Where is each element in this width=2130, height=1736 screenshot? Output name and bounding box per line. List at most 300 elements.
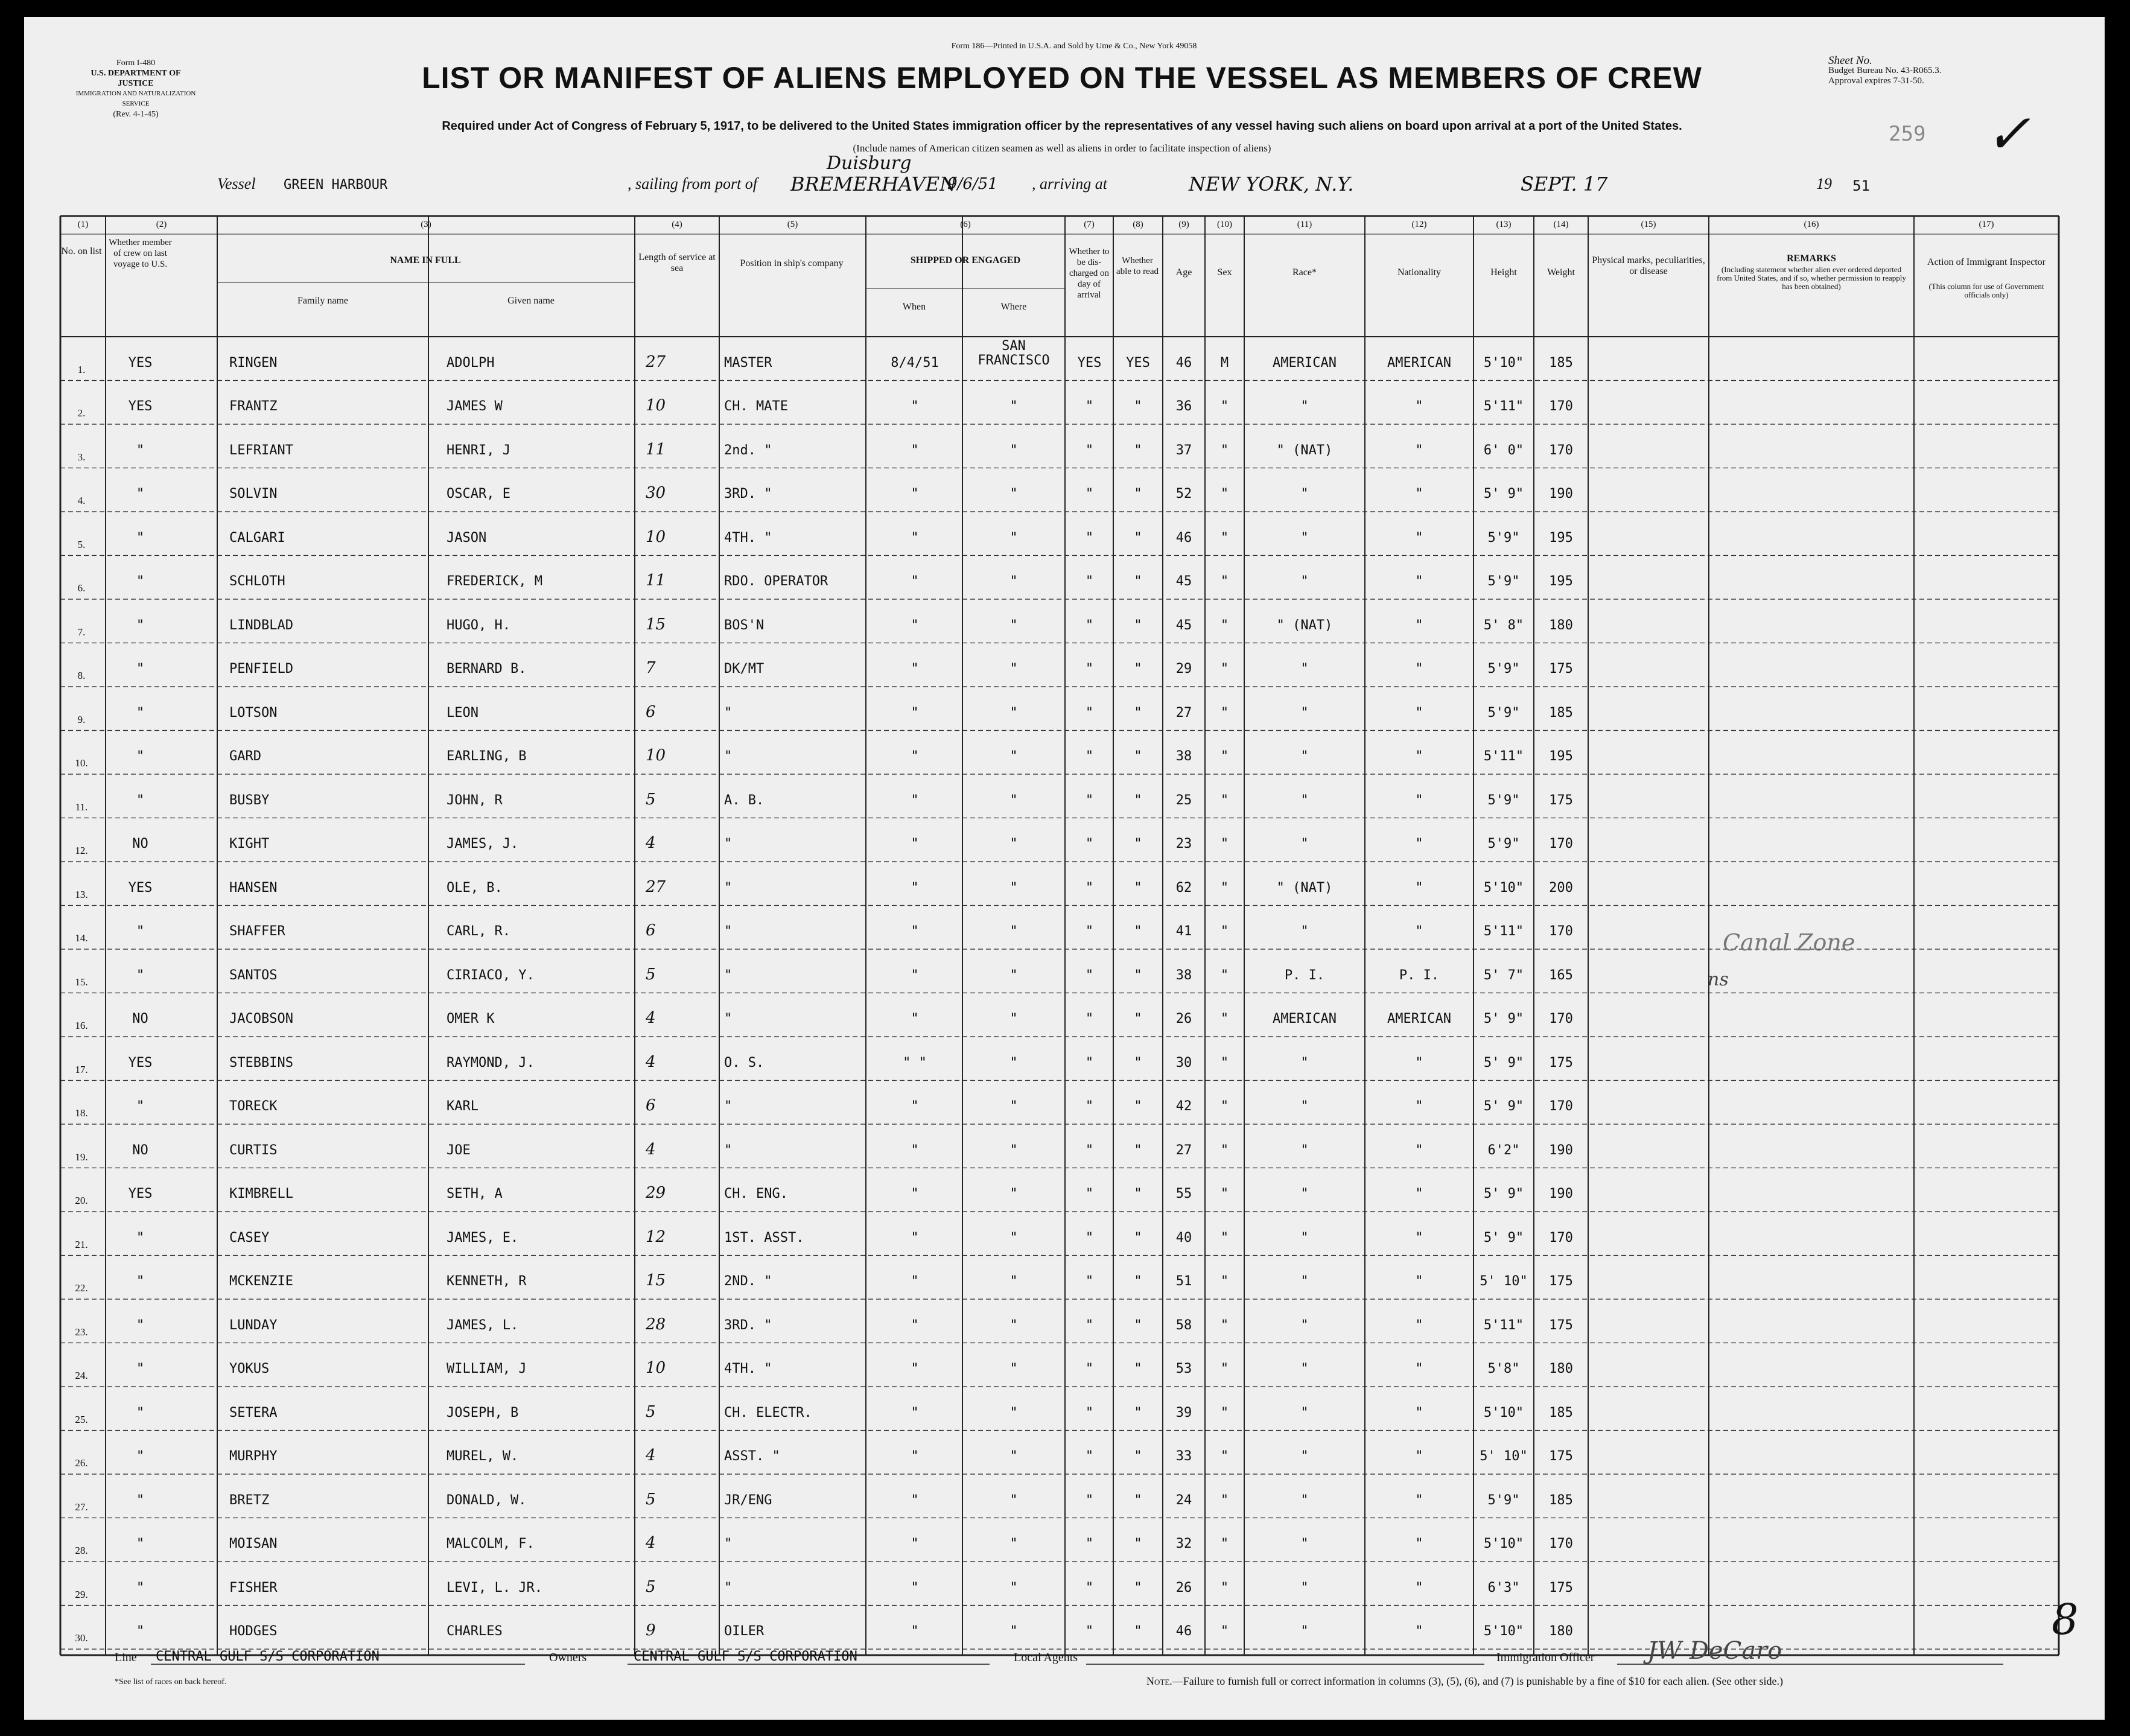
column-number: (3) (421, 220, 431, 229)
row-number: 20. (75, 1195, 88, 1206)
port-from-note: 9/6/51 (947, 175, 998, 193)
header-where: Where (1000, 302, 1027, 312)
row-number: 28. (75, 1545, 88, 1556)
cell-where: " (1009, 1449, 1018, 1464)
cell-age: 26 (1175, 1011, 1192, 1026)
cell-family: SHAFFER (229, 924, 285, 939)
cell-read: " (1134, 1274, 1142, 1289)
cell-disch: " (1085, 792, 1094, 808)
cell-service: 5 (646, 790, 656, 809)
remarks-annotation: Canal Zone (1723, 929, 1855, 956)
cell-read: " (1134, 617, 1142, 633)
cell-when: " (911, 1099, 919, 1114)
row-number: 17. (75, 1063, 88, 1075)
cell-nat: " (1415, 1536, 1423, 1551)
cell-sex: " (1220, 1230, 1229, 1245)
arrival-date: SEPT. 17 (1521, 173, 1608, 196)
cell-height: 5'10" (1483, 1536, 1524, 1551)
header-race: Race* (1292, 267, 1317, 278)
cell-given: KARL (447, 1099, 478, 1114)
header-discharged: Whether to be dis-charged on day of arrival (1069, 247, 1110, 300)
header-nationality: Nationality (1397, 267, 1441, 278)
cell-disch: " (1085, 705, 1094, 720)
cell-where: " (1009, 1405, 1018, 1420)
cell-given: JAMES, J. (447, 836, 519, 851)
cell-given: ADOLPH (447, 355, 495, 370)
cell-age: 37 (1175, 442, 1192, 458)
cell-service: 10 (646, 396, 666, 415)
cell-when: " (911, 924, 919, 939)
cell-when: " (911, 1580, 919, 1595)
cell-race: P. I. (1284, 967, 1325, 983)
cell-height: 5'10" (1483, 1405, 1524, 1420)
cell-position: " (724, 924, 733, 939)
cell-given: RAYMOND, J. (447, 1055, 535, 1070)
cell-service: 7 (646, 659, 656, 677)
cell-service: 30 (646, 484, 666, 502)
owners-label: Owners (549, 1651, 587, 1664)
cell-service: 27 (646, 352, 666, 371)
cell-disch: " (1085, 530, 1094, 545)
cell-where: " (1009, 749, 1018, 764)
cell-read: " (1134, 749, 1142, 764)
cell-nat: " (1415, 1405, 1423, 1420)
cell-weight: 190 (1549, 1186, 1573, 1201)
cell-race: " (1300, 924, 1309, 939)
cell-member: " (136, 530, 145, 545)
cell-where: " (1009, 924, 1018, 939)
column-number: (8) (1133, 220, 1143, 229)
cell-position: CH. ENG. (724, 1186, 788, 1201)
cell-disch: " (1085, 1449, 1094, 1464)
cell-weight: 175 (1549, 1055, 1573, 1070)
cell-service: 4 (646, 1140, 656, 1159)
cell-height: 5' 9" (1483, 486, 1524, 501)
cell-member: " (136, 749, 145, 764)
cell-where: " (1009, 1317, 1018, 1333)
cell-given: OMER K (447, 1011, 495, 1026)
cell-position: 3RD. " (724, 486, 772, 501)
cell-family: SANTOS (229, 967, 278, 983)
header-height: Height (1490, 267, 1517, 278)
cell-disch: " (1085, 1274, 1094, 1289)
cell-where: " (1009, 1624, 1018, 1639)
cell-when: " (911, 530, 919, 545)
cell-weight: 175 (1549, 661, 1573, 676)
cell-where: " (1009, 1011, 1018, 1026)
cell-race: " (1300, 574, 1309, 589)
cell-member: " (136, 792, 145, 808)
cell-height: 5' 10" (1480, 1449, 1528, 1464)
cell-weight: 170 (1549, 1230, 1573, 1245)
cell-weight: 185 (1549, 1492, 1573, 1508)
cell-member: YES (128, 1186, 153, 1201)
cell-weight: 190 (1549, 1142, 1573, 1158)
cell-height: 5' 9" (1483, 1011, 1524, 1026)
header-action-note: (This column for use of Government officials only) (1928, 282, 2044, 299)
cell-given: LEON (447, 705, 478, 720)
cell-read: " (1134, 530, 1142, 545)
cell-weight: 175 (1549, 1449, 1573, 1464)
cell-weight: 175 (1549, 1274, 1573, 1289)
form-number: Form I-480 (116, 59, 156, 68)
cell-height: 5' 9" (1483, 1230, 1524, 1245)
cell-sex: " (1220, 792, 1229, 808)
cell-nat: " (1415, 1142, 1423, 1158)
cell-sex: " (1220, 1055, 1229, 1070)
cell-position: ASST. " (724, 1449, 780, 1464)
header-name: NAME IN FULL (390, 255, 461, 265)
cell-sex: " (1220, 574, 1229, 589)
cell-disch: " (1085, 749, 1094, 764)
cell-given: DONALD, W. (447, 1492, 527, 1508)
cell-nat: " (1415, 442, 1423, 458)
header-shipped: SHIPPED OR ENGAGED (910, 255, 1021, 265)
cell-service: 4 (646, 1446, 656, 1464)
cell-member: " (136, 574, 145, 589)
cell-read: " (1134, 1361, 1142, 1376)
cell-position: 3RD. " (724, 1317, 772, 1333)
cell-member: " (136, 442, 145, 458)
cell-given: BERNARD B. (447, 661, 527, 676)
row-number: 4. (77, 495, 86, 506)
cell-nat: " (1415, 661, 1423, 676)
cell-when: " (911, 836, 919, 851)
cell-family: PENFIELD (229, 661, 293, 676)
cell-disch: " (1085, 880, 1094, 895)
header-read: Whether able to read (1116, 256, 1159, 276)
cell-service: 5 (646, 1490, 656, 1509)
cell-read: " (1134, 1492, 1142, 1508)
cell-given: CARL, R. (447, 924, 510, 939)
cell-sex: " (1220, 1536, 1229, 1551)
cell-race: AMERICAN (1273, 355, 1337, 370)
cell-disch: " (1085, 1536, 1094, 1551)
cell-service: 5 (646, 1577, 656, 1596)
cell-position: " (724, 1099, 733, 1114)
cell-position: " (724, 967, 733, 983)
cell-where: " (1009, 967, 1018, 983)
cell-member: " (136, 1536, 145, 1551)
cell-when: " (911, 617, 919, 633)
cell-service: 15 (646, 615, 666, 634)
cell-height: 5' 9" (1483, 1099, 1524, 1114)
cell-read: " (1134, 1317, 1142, 1333)
row-number: 27. (75, 1501, 88, 1513)
cell-sex: " (1220, 1492, 1229, 1508)
column-number: (15) (1641, 220, 1656, 229)
cell-disch: " (1085, 967, 1094, 983)
cell-height: 6'2" (1487, 1142, 1520, 1158)
cell-given: FREDERICK, M (447, 574, 542, 589)
cell-position: " (724, 1011, 733, 1026)
cell-position: " (724, 836, 733, 851)
header-age: Age (1175, 267, 1192, 278)
year: 51 (1852, 177, 1870, 194)
cell-member: " (136, 1580, 145, 1595)
cell-age: 39 (1175, 1405, 1192, 1420)
cell-nat: " (1415, 880, 1423, 895)
row-number: 14. (75, 932, 88, 944)
cell-sex: " (1220, 1142, 1229, 1158)
cell-sex: " (1220, 749, 1229, 764)
cell-given: KENNETH, R (447, 1274, 527, 1289)
cell-where: " (1009, 1099, 1018, 1114)
cell-disch: " (1085, 836, 1094, 851)
row-number: 8. (77, 670, 86, 681)
cell-given: CIRIACO, Y. (447, 967, 535, 983)
cell-service: 11 (646, 571, 666, 590)
department: U.S. DEPARTMENT OF JUSTICE (91, 69, 181, 88)
cell-sex: M (1220, 355, 1229, 370)
row-number: 25. (75, 1413, 88, 1425)
cell-when: " (911, 792, 919, 808)
row-number: 2. (77, 407, 86, 419)
cell-sex: " (1220, 442, 1229, 458)
cell-disch: " (1085, 1055, 1094, 1070)
cell-when: " " (903, 1055, 927, 1070)
cell-nat: " (1415, 705, 1423, 720)
cell-read: " (1134, 486, 1142, 501)
cell-family: JACOBSON (229, 1011, 293, 1026)
cell-when: " (911, 749, 919, 764)
cell-sex: " (1220, 1361, 1229, 1376)
cell-member: " (136, 1099, 145, 1114)
cell-service: 6 (646, 921, 656, 940)
cell-read: " (1134, 792, 1142, 808)
cell-weight: 170 (1549, 1536, 1573, 1551)
cell-where: " (1009, 574, 1018, 589)
cell-height: 6' 0" (1483, 442, 1524, 458)
cell-when: 8/4/51 (891, 355, 939, 370)
cell-member: " (136, 486, 145, 501)
cell-position: 1ST. ASST. (724, 1230, 804, 1245)
cell-sex: " (1220, 880, 1229, 895)
column-number: (10) (1217, 220, 1232, 229)
cell-age: 38 (1175, 967, 1192, 983)
cell-weight: 185 (1549, 1405, 1573, 1420)
column-number: (13) (1496, 220, 1512, 229)
cell-disch: " (1085, 1624, 1094, 1639)
service: IMMIGRATION AND NATURALIZATION SERVICE (75, 90, 196, 107)
form-title: LIST OR MANIFEST OF ALIENS EMPLOYED ON THE VESSEL AS MEMBERS OF CREW (422, 61, 1702, 95)
cell-age: 36 (1175, 399, 1192, 414)
note-text: —Failure to furnish full or correct information in columns (3), (5), (6), and (7) is punishable by a fine of $10 for each alien. (See other side.) (1172, 1675, 1783, 1687)
cell-age: 46 (1175, 1624, 1192, 1639)
cell-race: " (1300, 1186, 1309, 1201)
cell-given: HUGO, H. (447, 617, 510, 633)
cell-member: " (136, 661, 145, 676)
cell-family: SCHLOTH (229, 574, 285, 589)
cell-position: 4TH. " (724, 1361, 772, 1376)
cell-when: " (911, 1142, 919, 1158)
owners-value: CENTRAL GULF S/S CORPORATION (634, 1649, 857, 1664)
cell-read: " (1134, 1230, 1142, 1245)
cell-where: " (1009, 486, 1018, 501)
cell-height: 5'9" (1487, 574, 1520, 589)
cell-nat: " (1415, 1492, 1423, 1508)
cell-where: " (1009, 880, 1018, 895)
cell-given: JASON (447, 530, 487, 545)
cell-where: " (1009, 1580, 1018, 1595)
row-number: 1. (77, 363, 86, 375)
stamp-number: 259 (1889, 122, 1926, 146)
cell-service: 27 (646, 877, 666, 896)
cell-race: AMERICAN (1273, 1011, 1337, 1026)
cell-position: " (724, 1536, 733, 1551)
check-mark: ✓ (1985, 103, 2031, 166)
cell-read: " (1134, 661, 1142, 676)
cell-family: KIGHT (229, 836, 270, 851)
cell-height: 5'8" (1487, 1361, 1520, 1376)
row-number: 26. (75, 1457, 88, 1469)
cell-age: 25 (1175, 792, 1192, 808)
cell-family: LEFRIANT (229, 442, 293, 458)
cell-read: " (1134, 836, 1142, 851)
cell-height: 6'3" (1487, 1580, 1520, 1595)
races-note: *See list of races on back hereof. (115, 1677, 227, 1687)
cell-service: 9 (646, 1621, 656, 1639)
cell-when: " (911, 1274, 919, 1289)
cell-nat: P. I. (1399, 967, 1440, 983)
cell-family: GARD (229, 749, 261, 764)
cell-sex: " (1220, 1449, 1229, 1464)
column-number: (6) (960, 220, 971, 229)
cell-weight: 190 (1549, 486, 1573, 501)
cell-where: " (1009, 1142, 1018, 1158)
cell-height: 5'11" (1483, 924, 1524, 939)
cell-weight: 195 (1549, 749, 1573, 764)
cell-weight: 175 (1549, 792, 1573, 808)
header-position: Position in ship's company (740, 258, 844, 269)
cell-service: 4 (646, 834, 656, 852)
header-remarks: REMARKS (1787, 253, 1836, 264)
cell-family: RINGEN (229, 355, 278, 370)
cell-age: 46 (1175, 530, 1192, 545)
row-number: 3. (77, 451, 86, 463)
cell-disch: " (1085, 1099, 1094, 1114)
cell-disch: " (1085, 1317, 1094, 1333)
cell-race: " (1300, 705, 1309, 720)
cell-nat: " (1415, 1624, 1423, 1639)
cell-where: " (1009, 399, 1018, 414)
cell-given: WILLIAM, J (447, 1361, 527, 1376)
cell-family: LUNDAY (229, 1317, 278, 1333)
cell-sex: " (1220, 1405, 1229, 1420)
cell-position: " (724, 749, 733, 764)
row-number: 12. (75, 845, 88, 856)
header-service: Length of service at sea (638, 252, 716, 273)
cell-height: 5'11" (1483, 749, 1524, 764)
cell-given: JOE (447, 1142, 471, 1158)
form-subtitle: Required under Act of Congress of February 5, 1917, to be delivered to the United States immigration officer by the representatives of any vessel having such aliens on board upon arrival at a port of the United States. (442, 119, 1682, 133)
cell-read: " (1134, 1142, 1142, 1158)
cell-given: MALCOLM, F. (447, 1536, 535, 1551)
cell-race: " (1300, 1230, 1309, 1245)
cell-weight: 175 (1549, 1317, 1573, 1333)
arriving-label: , arriving at (1032, 175, 1107, 192)
cell-nat: " (1415, 924, 1423, 939)
cell-service: 5 (646, 965, 656, 984)
cell-nat: " (1415, 1361, 1423, 1376)
header-when: When (902, 302, 926, 312)
cell-disch: " (1085, 617, 1094, 633)
cell-member: YES (128, 880, 153, 895)
cell-disch: " (1085, 1011, 1094, 1026)
cell-height: 5'10" (1483, 355, 1524, 370)
cell-read: " (1134, 880, 1142, 895)
cell-nat: AMERICAN (1387, 1011, 1451, 1026)
sailing-label: , sailing from port of (628, 175, 758, 192)
cell-height: 5'9" (1487, 530, 1520, 545)
cell-member: " (136, 1624, 145, 1639)
cell-nat: " (1415, 1186, 1423, 1201)
cell-where: " (1009, 836, 1018, 851)
cell-member: " (136, 1230, 145, 1245)
cell-service: 4 (646, 1534, 656, 1552)
cell-read: " (1134, 574, 1142, 589)
cell-race: " (1300, 1055, 1309, 1070)
cell-sex: " (1220, 836, 1229, 851)
cell-member: NO (132, 836, 148, 851)
cell-nat: " (1415, 836, 1423, 851)
cell-race: " (NAT) (1276, 880, 1333, 895)
cell-where: " (1009, 1361, 1018, 1376)
cell-race: " (1300, 1099, 1309, 1114)
cell-weight: 195 (1549, 574, 1573, 589)
cell-read: " (1134, 967, 1142, 983)
cell-disch: " (1085, 1142, 1094, 1158)
cell-weight: 195 (1549, 530, 1573, 545)
cell-position: CH. ELECTR. (724, 1405, 812, 1420)
header-family: Family name (297, 296, 348, 306)
cell-when: " (911, 1405, 919, 1420)
agents-label: Local Agents (1014, 1651, 1078, 1664)
cell-position: " (724, 880, 733, 895)
cell-given: OSCAR, E (447, 486, 510, 501)
cell-weight: 175 (1549, 1580, 1573, 1595)
cell-race: " (1300, 1274, 1309, 1289)
header-action: Action of Immigrant Inspector (1927, 257, 2046, 267)
cell-read: " (1134, 442, 1142, 458)
vessel-label: Vessel (217, 175, 256, 192)
cell-when: " (911, 486, 919, 501)
cell-given: JOHN, R (447, 792, 503, 808)
cell-where: " (1009, 792, 1018, 808)
manifest-sheet (24, 17, 2105, 1720)
cell-family: MCKENZIE (229, 1274, 293, 1289)
cell-nat: " (1415, 617, 1423, 633)
cell-read: " (1134, 1449, 1142, 1464)
cell-read: " (1134, 1055, 1142, 1070)
cell-position: 2nd. " (724, 442, 772, 458)
cell-age: 55 (1175, 1186, 1192, 1201)
cell-position: MASTER (724, 355, 772, 370)
cell-given: LEVI, L. JR. (447, 1580, 542, 1595)
year-prefix: 19 (1816, 175, 1832, 192)
cell-sex: " (1220, 661, 1229, 676)
cell-nat: " (1415, 1055, 1423, 1070)
row-number: 13. (75, 888, 88, 900)
cell-disch: " (1085, 1580, 1094, 1595)
cell-read: YES (1126, 355, 1150, 370)
cell-sex: " (1220, 1186, 1229, 1201)
cell-race: " (1300, 1449, 1309, 1464)
cell-disch: " (1085, 1186, 1094, 1201)
column-number: (4) (672, 220, 682, 229)
cell-sex: " (1220, 1274, 1229, 1289)
cell-family: CURTIS (229, 1142, 278, 1158)
